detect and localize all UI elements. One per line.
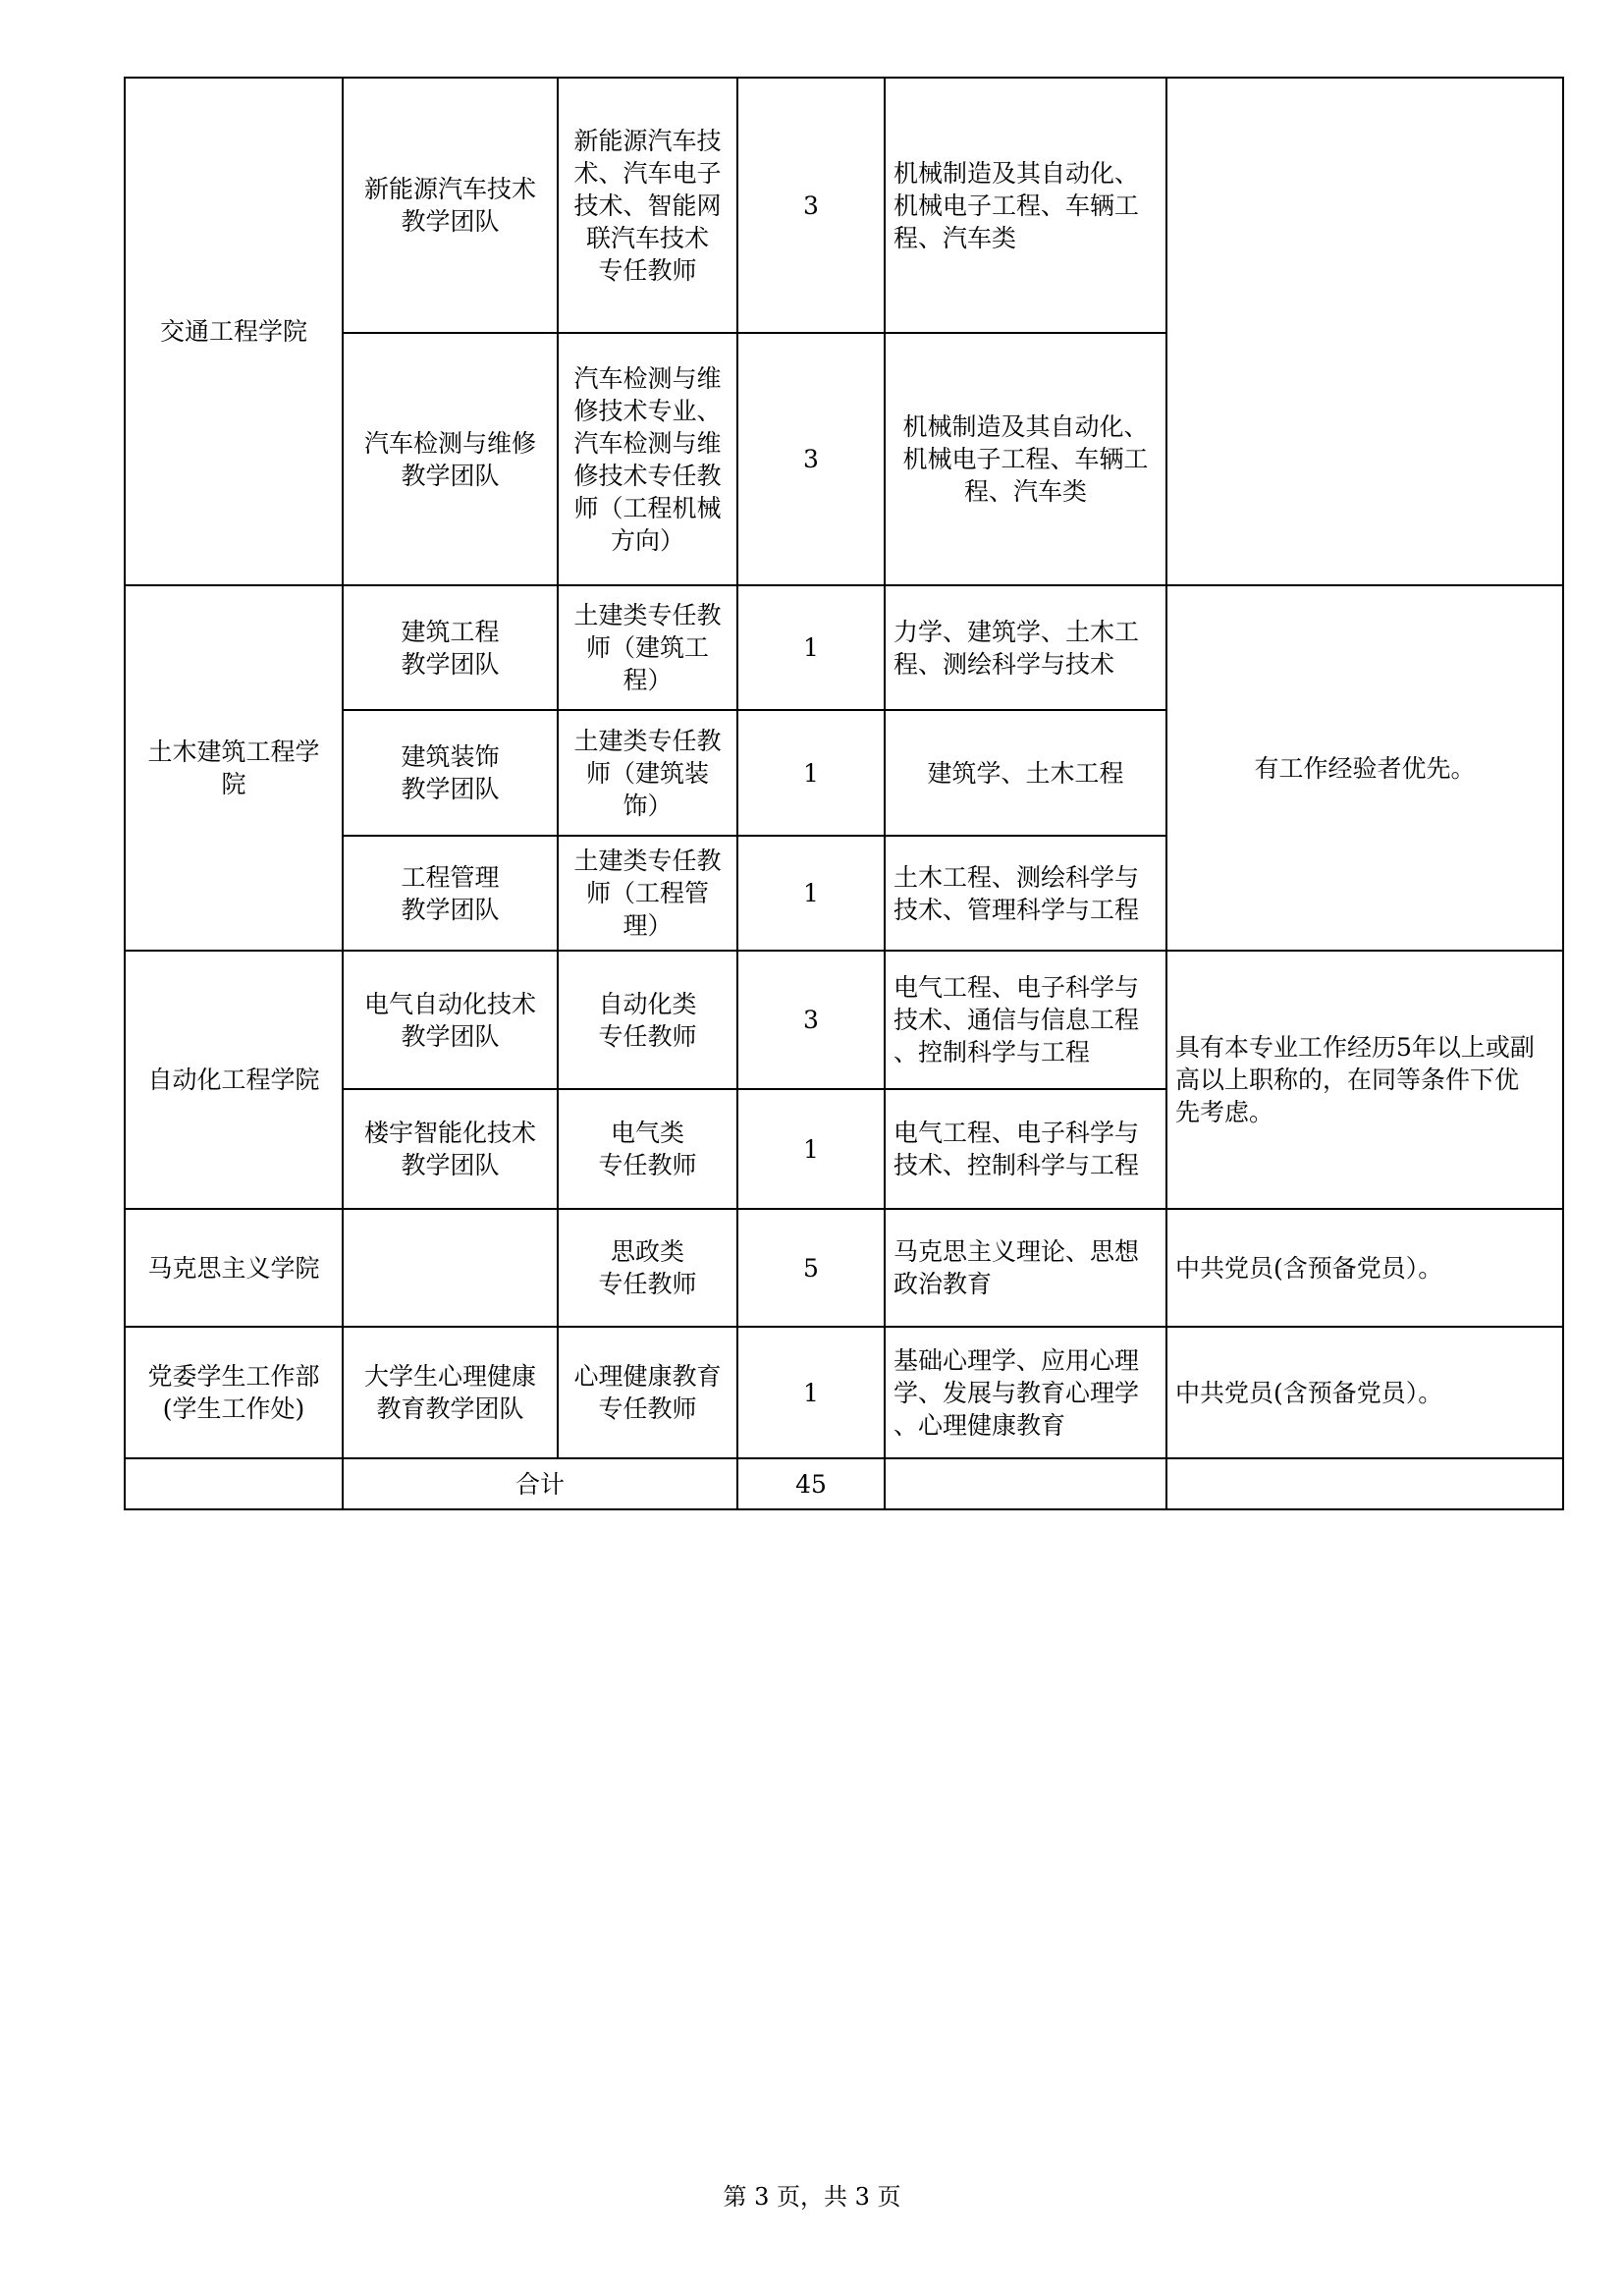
remark-cell: 有工作经验者优先。 <box>1166 585 1563 951</box>
total-count: 45 <box>737 1458 885 1509</box>
college-cell: 自动化工程学院 <box>125 951 343 1209</box>
major-cell: 电气工程、电子科学与 技术、通信与信息工程 、控制科学与工程 <box>885 951 1166 1089</box>
college-cell: 交通工程学院 <box>125 78 343 585</box>
team-cell: 建筑工程 教学团队 <box>343 585 558 710</box>
table-row <box>125 78 1563 333</box>
remark-cell: 中共党员(含预备党员）。 <box>1166 1327 1563 1458</box>
team-cell: 大学生心理健康 教育教学团队 <box>343 1327 558 1458</box>
college-cell: 土木建筑工程学 院 <box>125 585 343 951</box>
team-cell: 工程管理 教学团队 <box>343 836 558 951</box>
remark-cell: 具有本专业工作经历5年以上或副 高以上职称的，在同等条件下优 先考虑。 <box>1166 951 1563 1209</box>
count-cell: 1 <box>737 585 885 710</box>
table-row <box>125 1327 1563 1458</box>
major-cell: 机械制造及其自动化、 机械电子工程、车辆工 程、汽车类 <box>885 78 1166 333</box>
major-cell: 基础心理学、应用心理 学、发展与教育心理学 、心理健康教育 <box>885 1327 1166 1458</box>
total-empty-cell <box>885 1458 1166 1509</box>
total-row <box>125 1458 1563 1509</box>
team-cell <box>343 1209 558 1327</box>
count-cell: 1 <box>737 1089 885 1209</box>
count-cell: 3 <box>737 333 885 585</box>
count-cell: 3 <box>737 78 885 333</box>
team-cell: 电气自动化技术 教学团队 <box>343 951 558 1089</box>
table-row <box>125 951 1563 1089</box>
table-row <box>125 585 1563 710</box>
total-empty-cell <box>125 1458 343 1509</box>
position-cell: 电气类 专任教师 <box>558 1089 737 1209</box>
total-empty-cell <box>1166 1458 1563 1509</box>
major-cell: 土木工程、测绘科学与 技术、管理科学与工程 <box>885 836 1166 951</box>
count-cell: 3 <box>737 951 885 1089</box>
college-cell: 党委学生工作部 (学生工作处) <box>125 1327 343 1458</box>
position-cell: 土建类专任教 师（建筑装 饰） <box>558 710 737 836</box>
count-cell: 1 <box>737 710 885 836</box>
position-cell: 自动化类 专任教师 <box>558 951 737 1089</box>
total-label: 合计 <box>343 1458 737 1509</box>
remark-cell <box>1166 78 1563 585</box>
college-cell: 马克思主义学院 <box>125 1209 343 1327</box>
position-cell: 土建类专任教 师（建筑工 程） <box>558 585 737 710</box>
count-cell: 1 <box>737 1327 885 1458</box>
team-cell: 楼宇智能化技术 教学团队 <box>343 1089 558 1209</box>
remark-cell: 中共党员(含预备党员）。 <box>1166 1209 1563 1327</box>
position-cell: 思政类 专任教师 <box>558 1209 737 1327</box>
position-cell: 新能源汽车技 术、汽车电子 技术、智能网 联汽车技术 专任教师 <box>558 78 737 333</box>
major-cell: 机械制造及其自动化、 机械电子工程、车辆工 程、汽车类 <box>885 333 1166 585</box>
major-cell: 建筑学、土木工程 <box>885 710 1166 836</box>
team-cell: 汽车检测与维修 教学团队 <box>343 333 558 585</box>
table-row <box>125 1209 1563 1327</box>
count-cell: 5 <box>737 1209 885 1327</box>
count-cell: 1 <box>737 836 885 951</box>
recruitment-table <box>124 77 1564 1510</box>
position-cell: 汽车检测与维 修技术专业、 汽车检测与维 修技术专任教 师（工程机械 方向） <box>558 333 737 585</box>
major-cell: 力学、建筑学、土木工 程、测绘科学与技术 <box>885 585 1166 710</box>
page-footer: 第 3 页，共 3 页 <box>723 2183 901 2211</box>
team-cell: 新能源汽车技术 教学团队 <box>343 78 558 333</box>
major-cell: 马克思主义理论、思想 政治教育 <box>885 1209 1166 1327</box>
position-cell: 土建类专任教 师（工程管 理） <box>558 836 737 951</box>
position-cell: 心理健康教育 专任教师 <box>558 1327 737 1458</box>
team-cell: 建筑装饰 教学团队 <box>343 710 558 836</box>
major-cell: 电气工程、电子科学与 技术、控制科学与工程 <box>885 1089 1166 1209</box>
